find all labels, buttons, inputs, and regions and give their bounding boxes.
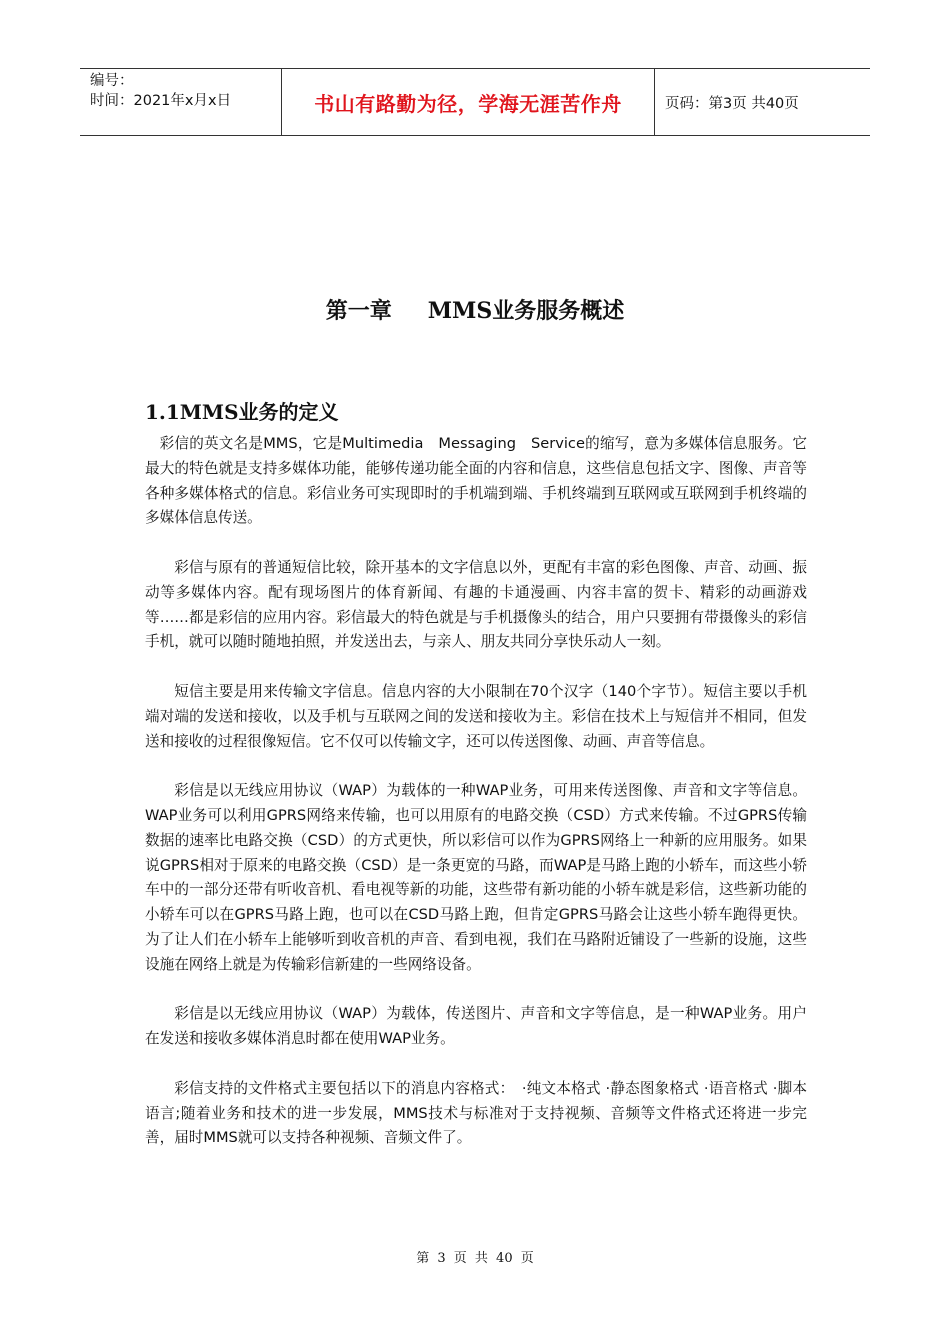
page-footer: 第 3 页 共 40 页 [416, 1251, 534, 1266]
header-date-label: 时间：2021年x月x日 [90, 93, 232, 109]
chapter-label: 第一章 [325, 298, 392, 324]
page-header [80, 68, 870, 136]
body-text [145, 432, 807, 1176]
paragraph-3: 短信主要是用来传输文字信息。信息内容的大小限制在70个汉字（140个字节）。短信主要以手机端对端的发送和接收，以及手机与互联网之间的发送和接收为主。彩信在技术上与短信并不相同，但发送和接收的过程很像短信。它不仅可以传输文字，还可以传送图像、动画、声音等信息。 [145, 682, 807, 750]
header-meta [80, 69, 282, 135]
header-number-label: 编号： [90, 73, 134, 89]
paragraph-6: 彩信支持的文件格式主要包括以下的消息内容格式： ·纯文本格式 ·静态图象格式 ·语音格式 ·脚本语言;随着业务和技术的进一步发展，MMS技术与标准对于支持视频、音频等文件格式还将进一步完善，届时MMS就可以支持各种视频、音频文件了。 [145, 1079, 807, 1147]
paragraph-1: 彩信的英文名是MMS，它是Multimedia Messaging Service的缩写，意为多媒体信息服务。它最大的特色就是支持多媒体功能，能够传递功能全面的内容和信息，这些信息包括文字、图像、声音等各种多媒体格式的信息。彩信业务可实现即时的手机端到端、手机终端到互联网或互联网到手机终端的多媒体信息传送。 [145, 435, 807, 527]
section-title: 1.1MMS业务的定义 [145, 400, 339, 424]
chapter-title [0, 294, 950, 325]
paragraph-5: 彩信是以无线应用协议（WAP）为载体，传送图片、声音和文字等信息，是一种WAP业务。用户在发送和接收多媒体消息时都在使用WAP业务。 [145, 1005, 807, 1048]
header-motto: 书山有路勤为径，学海无涯苦作舟 [282, 69, 655, 135]
chapter-name: MMS业务服务概述 [427, 298, 625, 324]
paragraph-4: 彩信是以无线应用协议（WAP）为载体的一种WAP业务，可用来传送图像、声音和文字等信息。WAP业务可以利用GPRS网络来传输，也可以用原有的电路交换（CSD）方式来传输。不过GPRS传输数据的速率比电路交换（CSD）的方式更快，所以彩信可以作为GPRS网络上一种新的应用服务。如果说GPRS相对于原来的电路交换（CSD）是一条更宽的马路，而WAP是马路上跑的小轿车，而这些小轿车中的一部分还带有听收音机、看电视等新的功能，这些带有新功能的小轿车就是彩信，这些新功能的小轿车可以在GPRS马路上跑，也可以在CSD马路上跑，但肯定GPRS马路会让这些小轿车跑得更快。为了让人们在小轿车上能够听到收音机的声音、看到电视，我们在马路附近铺设了一些新的设施，这些设施在网络上就是为传输彩信新建的一些网络设备。 [145, 782, 807, 973]
paragraph-2: 彩信与原有的普通短信比较，除开基本的文字信息以外，更配有丰富的彩色图像、声音、动画、振动等多媒体内容。配有现场图片的体育新闻、有趣的卡通漫画、内容丰富的贺卡、精彩的动画游戏等……都是彩信的应用内容。彩信最大的特色就是与手机摄像头的结合，用户只要拥有带摄像头的彩信手机，就可以随时随地拍照，并发送出去，与亲人、朋友共同分享快乐动人一刻。 [145, 558, 807, 651]
header-page-info: 页码：第3页 共40页 [665, 95, 799, 112]
